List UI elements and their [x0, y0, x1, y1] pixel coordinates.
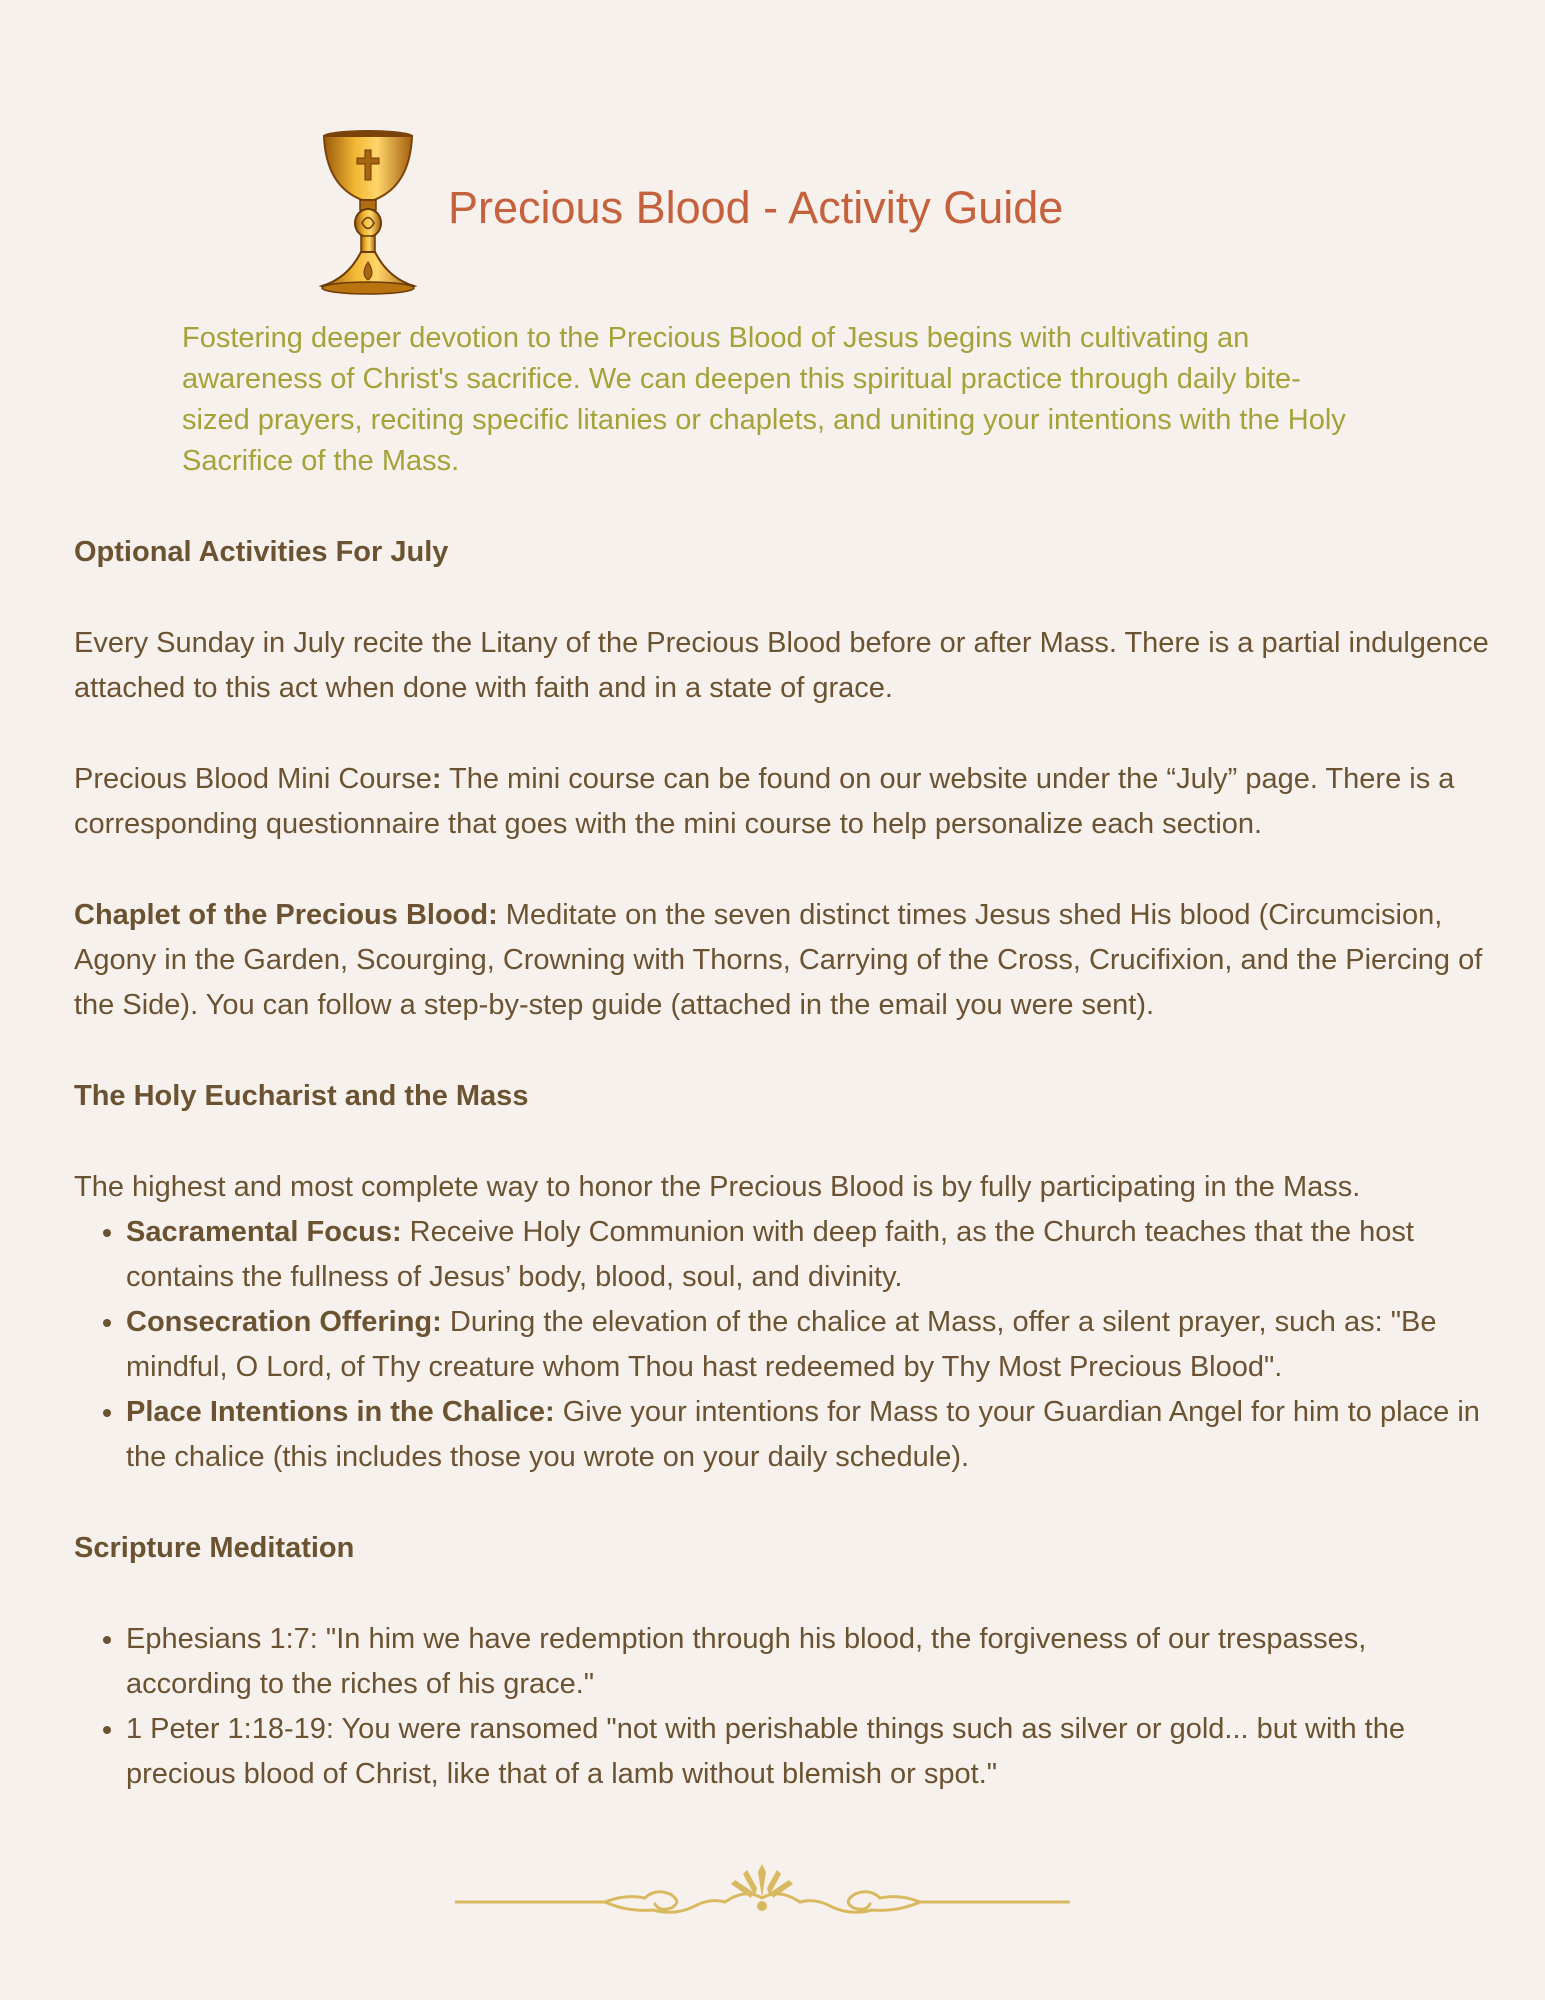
mass-lead-paragraph: The highest and most complete way to honor the Precious Blood is by fully participating in the Mass. [74, 1171, 1361, 1203]
list-item [126, 1300, 1494, 1390]
chaplet-paragraph [74, 893, 1494, 1028]
list-item-label: Sacramental Focus: [126, 1216, 402, 1248]
litany-paragraph: Every Sunday in July recite the Litany of the Precious Blood before or after Mass. There is a partial indulgence attached to this act when done with faith and in a state of grace. [74, 627, 1489, 704]
section-heading-scripture: Scripture Meditation [74, 1532, 355, 1564]
mini-course-colon: : [431, 763, 442, 795]
chaplet-text: Meditate on the seven distinct times Jesus shed His blood (Circumcision, Agony in the Garden, Scourging, Crowning with Thorns, Carrying of the Cross, Crucifixion, and the Piercing of the Side). You can follow a step-by-step guide (attached in the email you were sent). [74, 899, 1483, 1021]
mini-course-paragraph [74, 757, 1494, 847]
mini-course-text: The mini course can be found on our website under the “July” page. There is a corresponding questionnaire that goes with the mini course to help personalize each section. [74, 763, 1455, 840]
section-heading-july: Optional Activities For July [74, 536, 449, 568]
list-item: • 1 Peter 1:18-19: You were ransomed "not with perishable things such as silver or gold... but with the precious blood of Christ, like that of a lamb without blemish or spot." [126, 1707, 1494, 1797]
intro-paragraph: Fostering deeper devotion to the Precious Blood of Jesus begins with cultivating an awareness of Christ's sacrifice. We can deepen this spiritual practice through daily bite-sized prayers, reciting specific litanies or chaplets, and uniting your intentions with the Holy Sacrifice of the Mass. [182, 322, 1346, 477]
list-item-label: Consecration Offering: [126, 1306, 442, 1338]
chaplet-label: Chaplet of the Precious Blood: [74, 899, 498, 931]
list-item [126, 1210, 1494, 1300]
ornament-divider-icon [455, 1858, 1070, 1928]
page-title: Precious Blood - Activity Guide [448, 182, 1064, 233]
list-item-text: Give your intentions for Mass to your Guardian Angel for him to place in the chalice (this includes those you wrote on your daily schedule). [126, 1396, 1480, 1473]
list-item-text: Receive Holy Communion with deep faith, as the Church teaches that the host contains the fullness of Jesus’ body, blood, soul, and divinity. [126, 1216, 1414, 1293]
list-item-label: Place Intentions in the Chalice: [126, 1396, 555, 1428]
scripture-list [74, 1617, 1494, 1797]
mass-list [74, 1210, 1494, 1480]
chalice-icon [318, 128, 418, 298]
mini-course-label: Precious Blood Mini Course [74, 763, 432, 795]
list-item: • Ephesians 1:7: "In him we have redemption through his blood, the forgiveness of our trespasses, according to the riches of his grace." [126, 1617, 1494, 1707]
list-item [126, 1390, 1494, 1480]
section-heading-mass: The Holy Eucharist and the Mass [74, 1080, 529, 1112]
list-item-text: During the elevation of the chalice at Mass, offer a silent prayer, such as: "Be mindful, O Lord, of Thy creature whom Thou hast redeemed by Thy Most Precious Blood". [126, 1306, 1437, 1383]
main-content [74, 530, 1494, 1797]
